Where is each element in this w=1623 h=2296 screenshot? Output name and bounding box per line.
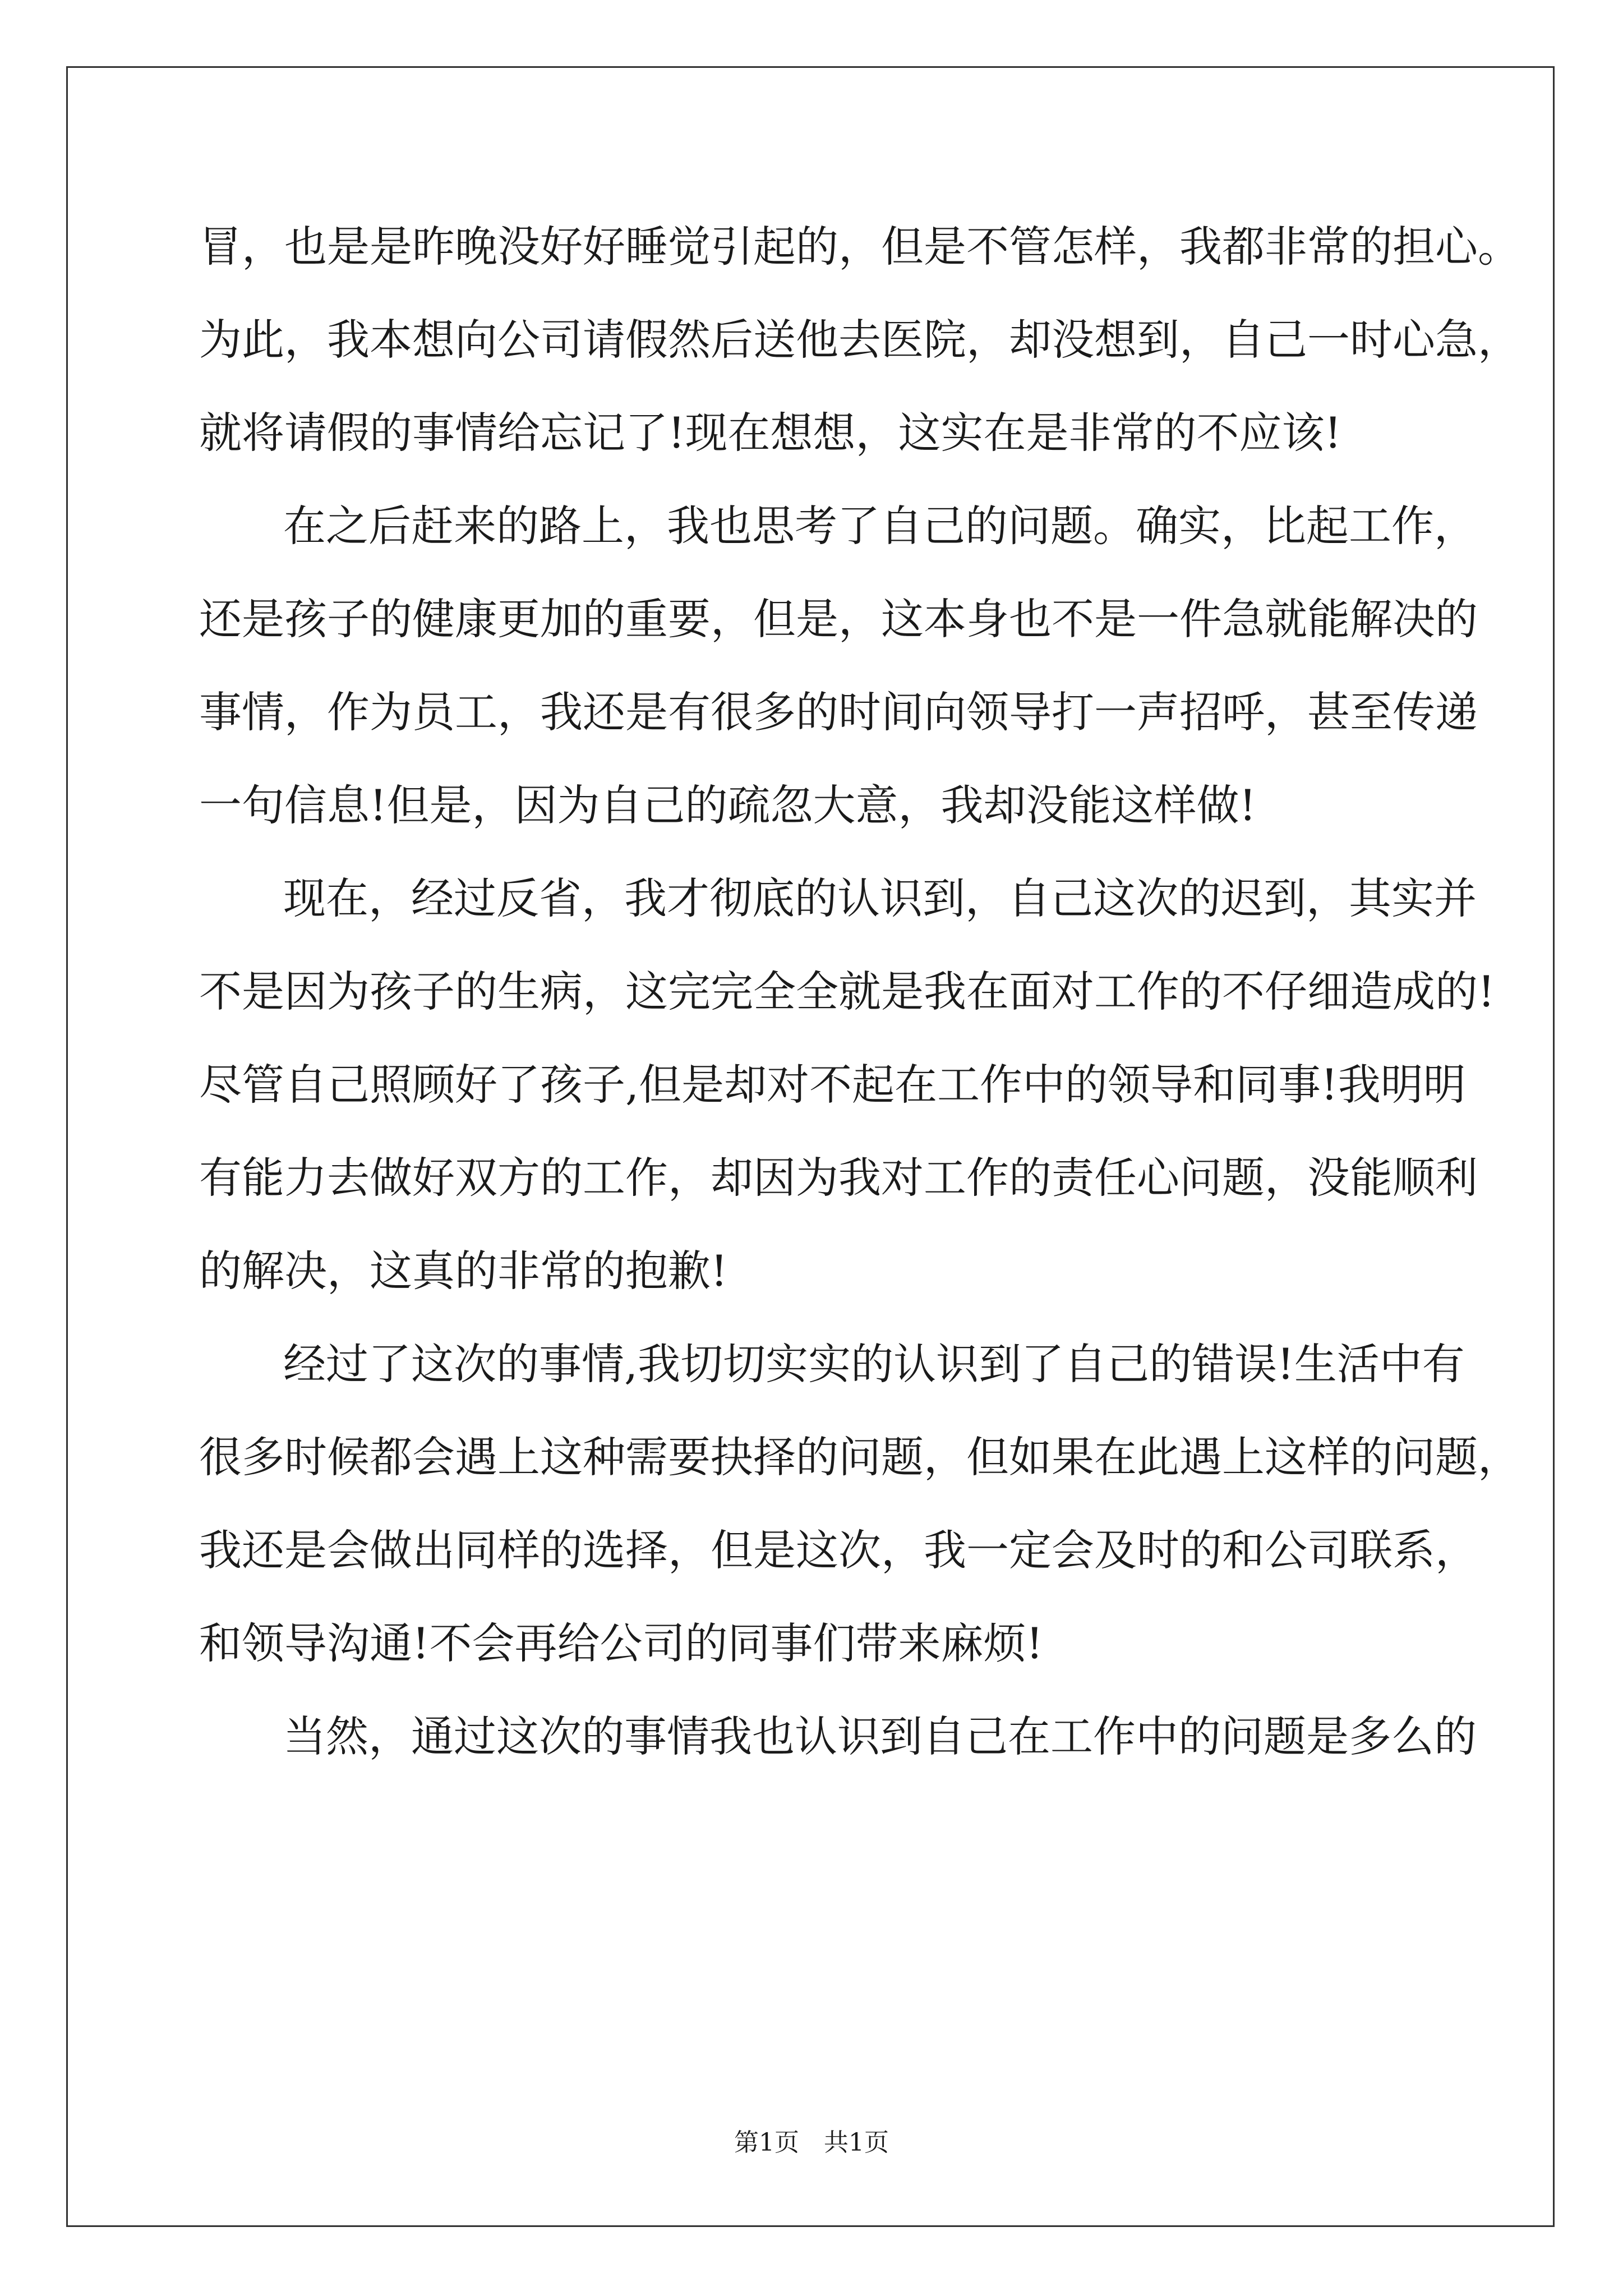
paragraph-first-line: 在之后赶来的路上，我也思考了自己的问题。确实，比起工作， bbox=[283, 501, 1477, 551]
paragraph-first-line: 当然，通过这次的事情我也认识到自己在工作中的问题是多么的 bbox=[283, 1711, 1477, 1761]
text-line: 很多时候都会遇上这种需要抉择的问题，但如果在此遇上这样的问题， bbox=[199, 1432, 1520, 1482]
paragraph-first-line: 经过了这次的事情,我切切实实的认识到了自己的错误!生活中有 bbox=[283, 1339, 1465, 1389]
text-line: 为此，我本想向公司请假然后送他去医院，却没想到，自己一时心急， bbox=[199, 315, 1520, 365]
text-line: 和领导沟通!不会再给公司的同事们带来麻烦! bbox=[199, 1618, 1044, 1668]
text-line: 的解决，这真的非常的抱歉! bbox=[199, 1246, 728, 1296]
text-line: 一句信息!但是，因为自己的疏忽大意，我却没能这样做! bbox=[199, 780, 1257, 830]
text-line: 有能力去做好双方的工作，却因为我对工作的责任心问题，没能顺利 bbox=[199, 1153, 1478, 1203]
text-line: 尽管自己照顾好了孩子,但是却对不起在工作中的领导和同事!我明明 bbox=[199, 1060, 1466, 1110]
text-line: 冒，也是是昨晚没好好睡觉引起的，但是不管怎样，我都非常的担心。 bbox=[199, 222, 1520, 272]
page-footer: 第1页 共1页 bbox=[734, 2128, 889, 2157]
page-border bbox=[66, 66, 1555, 2227]
text-line: 我还是会做出同样的选择，但是这次，我一定会及时的和公司联系， bbox=[199, 1525, 1478, 1575]
text-line: 还是孩子的健康更加的重要，但是，这本身也不是一件急就能解决的 bbox=[199, 594, 1478, 644]
text-line: 就将请假的事情给忘记了!现在想想，这实在是非常的不应该! bbox=[199, 408, 1342, 458]
text-line: 事情，作为员工，我还是有很多的时间向领导打一声招呼，甚至传递 bbox=[199, 687, 1478, 737]
paragraph-first-line: 现在，经过反省，我才彻底的认识到，自己这次的迟到，其实并 bbox=[283, 873, 1477, 923]
text-line: 不是因为孩子的生病，这完完全全就是我在面对工作的不仔细造成的! bbox=[199, 967, 1495, 1016]
